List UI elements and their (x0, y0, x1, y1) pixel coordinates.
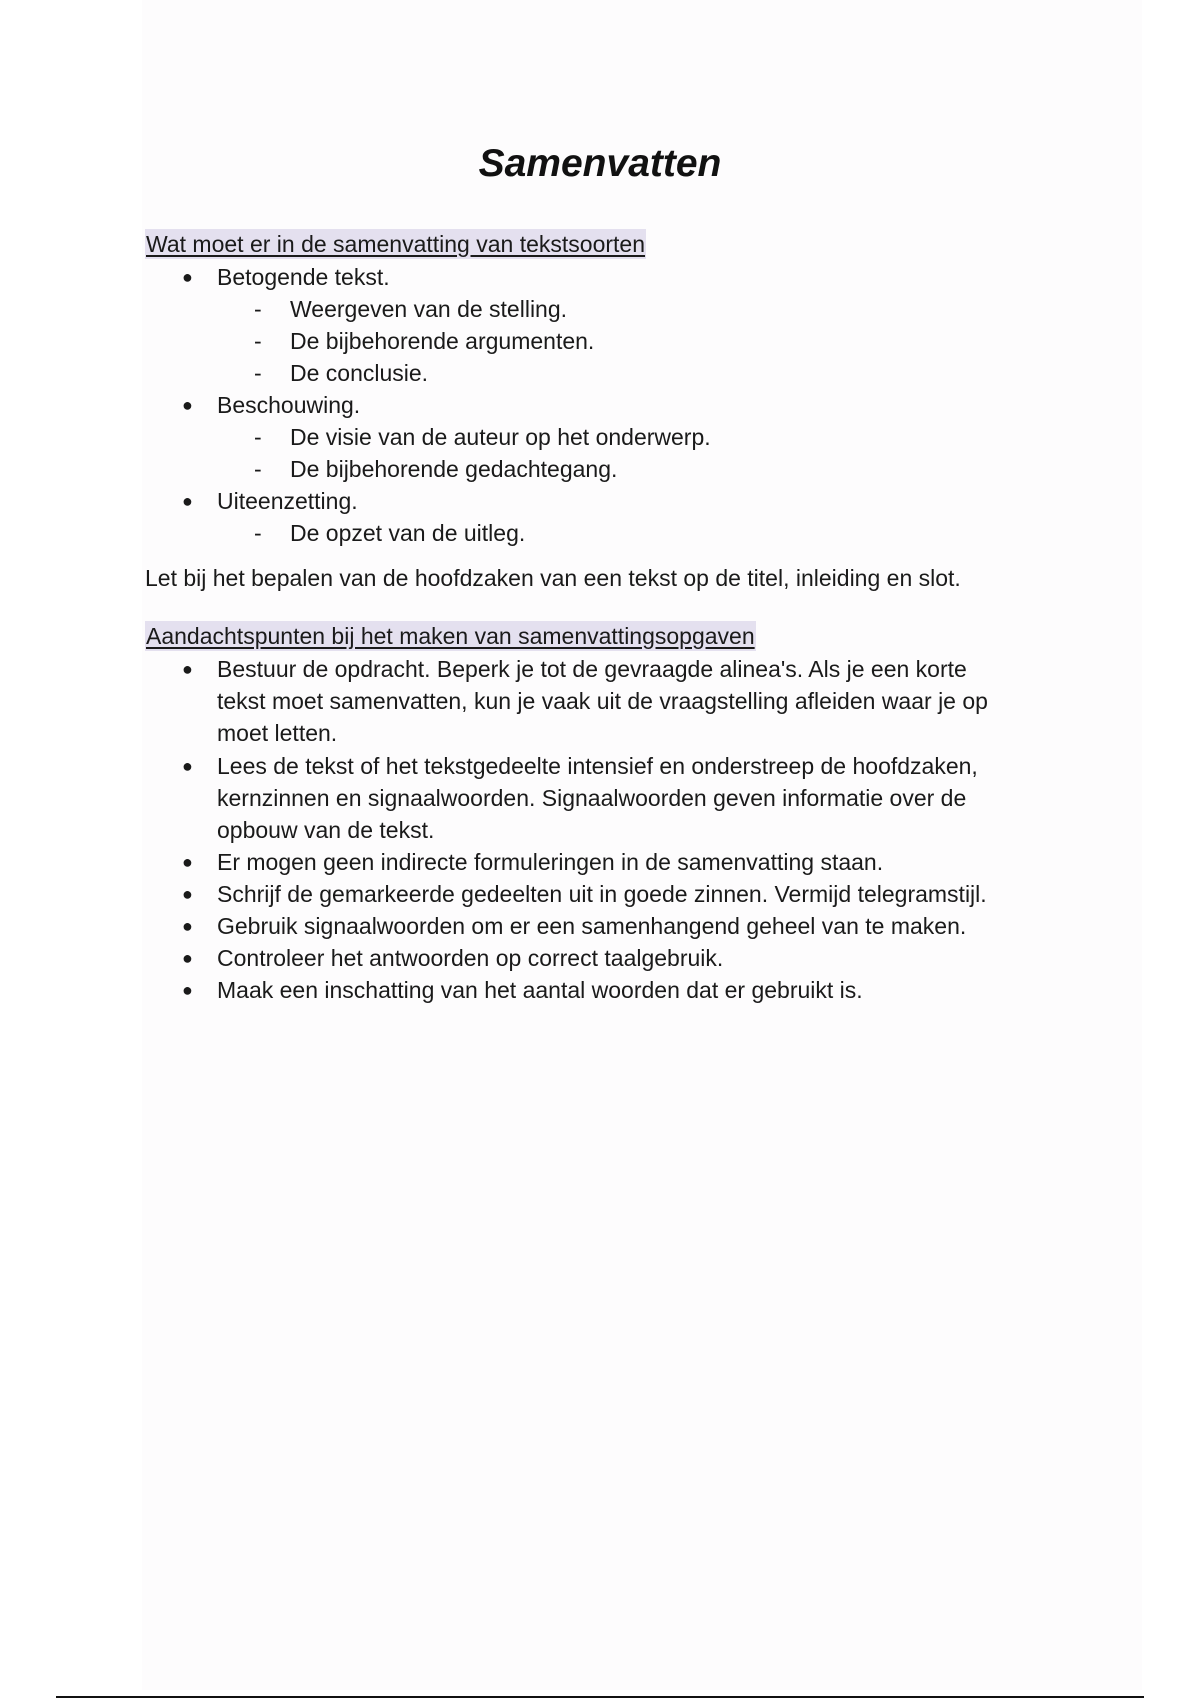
bullet-icon: ● (182, 267, 193, 287)
list-item-line: Er mogen geen indirecte formuleringen in de samenvatting staan. (217, 849, 884, 875)
sub-list-item: Weergeven van de stelling. (290, 296, 568, 322)
bullet-icon: ● (182, 491, 193, 511)
bullet-icon: ● (182, 884, 193, 904)
list-item-line: moet letten. (217, 720, 338, 746)
list-item-line: Schrijf de gemarkeerde gedeelten uit in goede zinnen. Vermijd telegramstijl. (217, 881, 987, 907)
bullet-icon: ● (182, 852, 193, 872)
list-item-line: Bestuur de opdracht. Beperk je tot de gevraagde alinea's. Als je een korte (217, 656, 967, 682)
body-paragraph: Let bij het bepalen van de hoofdzaken van een tekst op de titel, inleiding en slot. (145, 565, 961, 591)
bullet-icon: ● (182, 948, 193, 968)
footer-divider (56, 1696, 1144, 1698)
dash-icon: - (254, 520, 262, 546)
bullet-icon: ● (182, 756, 193, 776)
list-item-line: Controleer het antwoorden op correct taalgebruik. (217, 945, 724, 971)
dash-icon: - (254, 424, 262, 450)
dash-icon: - (254, 296, 262, 322)
bullet-icon: ● (182, 916, 193, 936)
sub-list-item: De bijbehorende argumenten. (290, 328, 595, 354)
sub-list-item: De bijbehorende gedachtegang. (290, 456, 618, 482)
list-item-line: Lees de tekst of het tekstgedeelte intensief en onderstreep de hoofdzaken, (217, 753, 978, 779)
list-item: Betogende tekst. (217, 264, 390, 290)
dash-icon: - (254, 456, 262, 482)
bullet-icon: ● (182, 659, 193, 679)
list-item-line: Gebruik signaalwoorden om er een samenhangend geheel van te maken. (217, 913, 967, 939)
list-item: Beschouwing. (217, 392, 361, 418)
section-heading-tekstsoorten: Wat moet er in de samenvatting van tekstsoorten (146, 231, 646, 257)
sub-list-item: De visie van de auteur op het onderwerp. (290, 424, 711, 450)
list-item: Uiteenzetting. (217, 488, 358, 514)
list-item-line: opbouw van de tekst. (217, 817, 435, 843)
sub-list-item: De opzet van de uitleg. (290, 520, 526, 546)
list-item-line: Maak een inschatting van het aantal woorden dat er gebruikt is. (217, 977, 863, 1003)
dash-icon: - (254, 360, 262, 386)
list-item-line: kernzinnen en signaalwoorden. Signaalwoorden geven informatie over de (217, 785, 967, 811)
bullet-icon: ● (182, 395, 193, 415)
page-title: Samenvatten (478, 142, 722, 185)
bullet-icon: ● (182, 980, 193, 1000)
list-item-line: tekst moet samenvatten, kun je vaak uit de vraagstelling afleiden waar je op (217, 688, 988, 714)
sub-list-item: De conclusie. (290, 360, 429, 386)
section-heading-aandachtspunten: Aandachtspunten bij het maken van samenvattingsopgaven (146, 623, 755, 649)
dash-icon: - (254, 328, 262, 354)
